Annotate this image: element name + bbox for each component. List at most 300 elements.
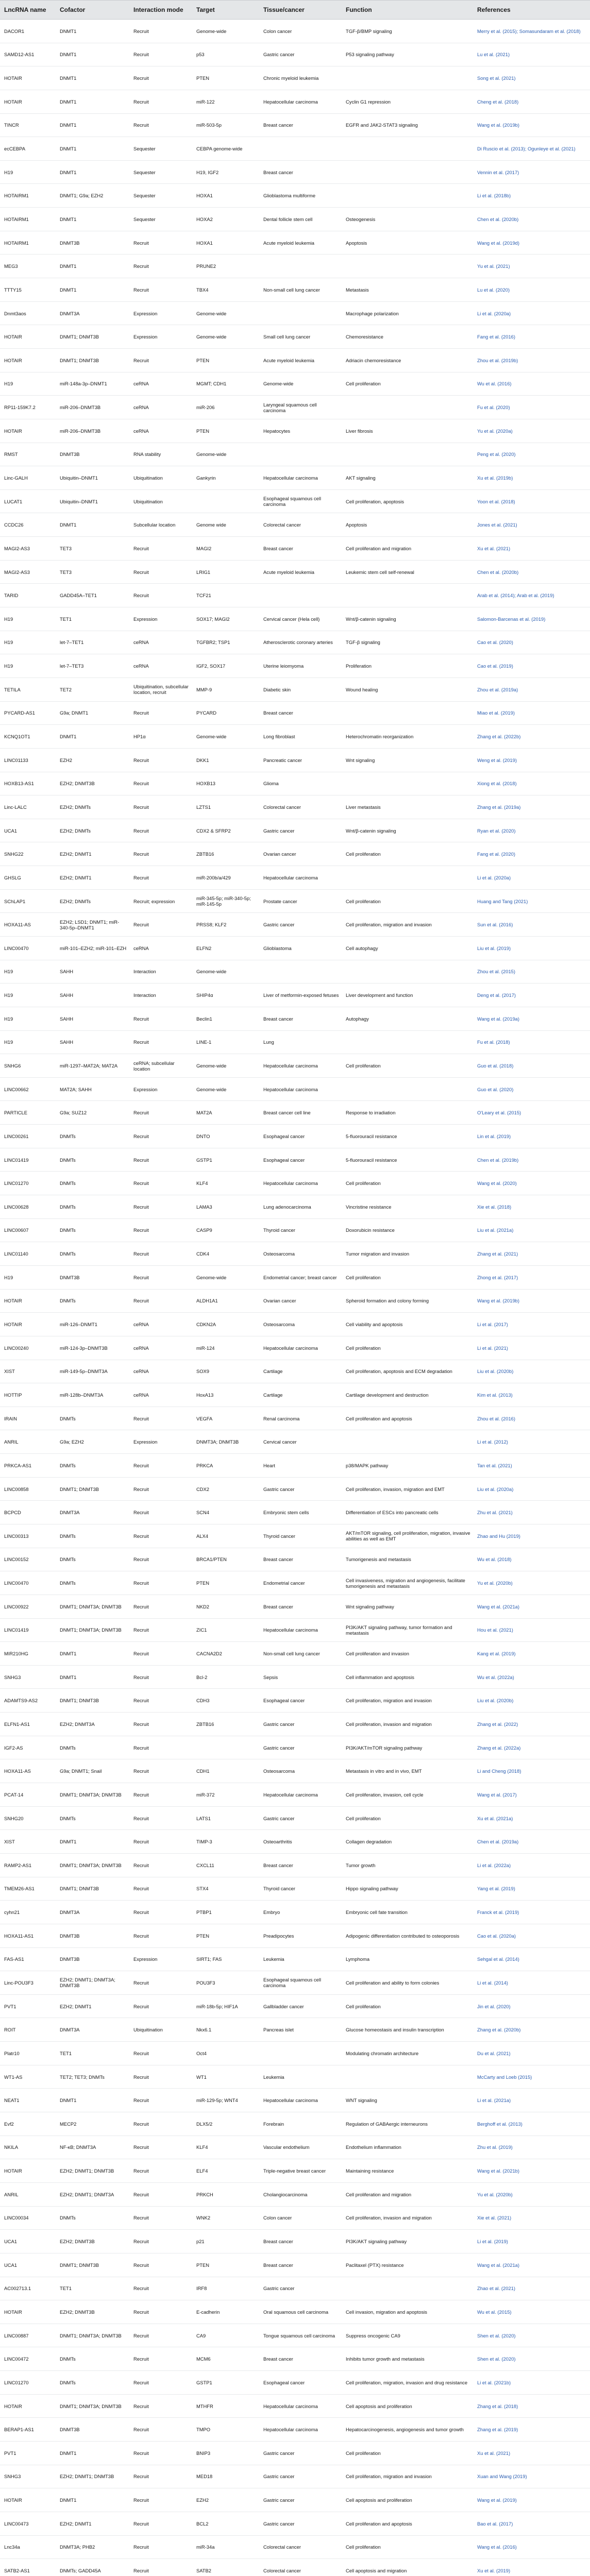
cell-lncrna-name: GHSLG — [0, 866, 56, 890]
cell-references[interactable]: Xuan and Wang (2019) — [473, 2465, 590, 2488]
cell-target: MAGI2 — [192, 537, 259, 561]
cell-interaction-mode: Recruit — [129, 1571, 192, 1595]
cell-references[interactable]: Yang et al. (2019) — [473, 1877, 590, 1901]
cell-references[interactable]: Zhang et al. (2022) — [473, 1713, 590, 1736]
cell-references[interactable]: Liu et al. (2020a) — [473, 1477, 590, 1501]
cell-references[interactable]: Li and Cheng (2018) — [473, 1759, 590, 1783]
cell-interaction-mode: Recruit — [129, 1148, 192, 1172]
cell-target: Genome-wide — [192, 325, 259, 349]
cell-interaction-mode: Recruit — [129, 2347, 192, 2371]
cell-references[interactable]: Bao et al. (2017) — [473, 2512, 590, 2535]
cell-references[interactable]: Tan et al. (2021) — [473, 1454, 590, 1478]
cell-function: Cell proliferation, invasion, migration and EMT — [342, 1477, 473, 1501]
cell-target: TBX4 — [192, 278, 259, 302]
cell-lncrna-name: SATB2-AS1 — [0, 2559, 56, 2576]
cell-interaction-mode: Ubiquitination — [129, 489, 192, 513]
cell-tissue-cancer: Hepatocellular carcinoma — [259, 90, 342, 113]
cell-function: p38/MAPK pathway — [342, 1454, 473, 1478]
cell-target: Genome-wide — [192, 725, 259, 749]
cell-cofactor: DNMT3B — [56, 2418, 129, 2442]
cell-interaction-mode: Expression — [129, 1947, 192, 1971]
cell-references[interactable]: Xie et al. (2021) — [473, 2206, 590, 2230]
cell-cofactor: EZH2; DNMT1; DNMT3B — [56, 2465, 129, 2488]
cell-tissue-cancer: Gastric cancer — [259, 2465, 342, 2488]
table-row — [0, 936, 590, 960]
cell-lncrna-name: HOXA11-AS — [0, 913, 56, 937]
cell-function — [342, 772, 473, 795]
cell-references[interactable]: Guo et al. (2018) — [473, 1054, 590, 1078]
cell-references[interactable]: Lu et al. (2021) — [473, 43, 590, 66]
cell-references[interactable]: Sun et al. (2016) — [473, 913, 590, 937]
cell-function: Cell autophagy — [342, 936, 473, 960]
cell-function: Cell proliferation and migration — [342, 537, 473, 561]
cell-cofactor: miR-101–EZH2; miR-101–EZH — [56, 936, 129, 960]
table-row — [0, 113, 590, 137]
cell-references[interactable]: Zhang et al. (2018) — [473, 2394, 590, 2418]
cell-lncrna-name: LINC00034 — [0, 2206, 56, 2230]
cell-cofactor: DNMT1 — [56, 2488, 129, 2512]
cell-tissue-cancer: Colon cancer — [259, 2206, 342, 2230]
cell-interaction-mode: Recruit — [129, 1454, 192, 1478]
cell-references[interactable]: Zhang et al. (2020b) — [473, 2018, 590, 2042]
table-row — [0, 1172, 590, 1195]
cell-references[interactable]: Li et al. (2019) — [473, 2230, 590, 2253]
cell-target: ELFN2 — [192, 936, 259, 960]
cell-target: CACNA2D2 — [192, 1642, 259, 1666]
cell-target: MMP-9 — [192, 677, 259, 701]
cell-function — [342, 1077, 473, 1101]
table-row — [0, 2394, 590, 2418]
cell-references[interactable]: Zhou et al. (2015) — [473, 960, 590, 984]
cell-target: H19, IGF2 — [192, 160, 259, 184]
cell-lncrna-name: TTTY15 — [0, 278, 56, 302]
cell-function: 5-fluorouracil resistance — [342, 1125, 473, 1148]
cell-references[interactable]: Li et al. (2014) — [473, 1971, 590, 1995]
cell-interaction-mode: ceRNA — [129, 372, 192, 396]
cell-references[interactable]: Fang et al. (2020) — [473, 842, 590, 866]
cell-cofactor: DNMT1; G9a; EZH2 — [56, 184, 129, 208]
cell-references[interactable]: Cheng et al. (2018) — [473, 90, 590, 113]
cell-references[interactable]: Lin et al. (2019) — [473, 1125, 590, 1148]
cell-cofactor: DNMTs — [56, 2347, 129, 2371]
cell-cofactor: DNMT1; DNMT3B — [56, 1877, 129, 1901]
cell-function: Lymphoma — [342, 1947, 473, 1971]
cell-references[interactable]: Li et al. (2018b) — [473, 184, 590, 208]
cell-target: Genome-wide — [192, 443, 259, 466]
cell-references[interactable]: Li et al. (2022a) — [473, 1853, 590, 1877]
cell-function: Apoptosis — [342, 513, 473, 537]
cell-lncrna-name: BERAP1-AS1 — [0, 2418, 56, 2442]
cell-target: p21 — [192, 2230, 259, 2253]
cell-references[interactable]: Zhu et al. (2021) — [473, 1501, 590, 1524]
cell-function: AKT signaling — [342, 466, 473, 490]
cell-interaction-mode: Recruit — [129, 795, 192, 819]
cell-target: DLX5/2 — [192, 2112, 259, 2136]
cell-function — [342, 866, 473, 890]
table-row — [0, 607, 590, 631]
cell-lncrna-name: HOTAIR — [0, 348, 56, 372]
cell-references[interactable]: Fu et al. (2018) — [473, 1030, 590, 1054]
cell-references[interactable]: Yu et al. (2021) — [473, 255, 590, 278]
cell-target: miR-124 — [192, 1336, 259, 1360]
table-row — [0, 1030, 590, 1054]
cell-tissue-cancer: Forebrain — [259, 2112, 342, 2136]
cell-interaction-mode: Recruit — [129, 560, 192, 584]
cell-interaction-mode: Recruit — [129, 842, 192, 866]
cell-target: miR-206 — [192, 396, 259, 419]
cell-lncrna-name: XIST — [0, 1830, 56, 1854]
cell-references[interactable]: McCarty and Loeb (2015) — [473, 2065, 590, 2089]
cell-lncrna-name: HOTAIR — [0, 2159, 56, 2183]
cell-function — [342, 1430, 473, 1454]
cell-lncrna-name: TINCR — [0, 113, 56, 137]
cell-cofactor: DNMT1 — [56, 208, 129, 231]
cell-interaction-mode: HP1α — [129, 725, 192, 749]
cell-references[interactable]: Lu et al. (2020) — [473, 278, 590, 302]
cell-function: TGF-β/BMP signaling — [342, 20, 473, 43]
cell-references[interactable]: Zhu et al. (2019) — [473, 2136, 590, 2159]
cell-references[interactable]: Zhang et al. (2021) — [473, 1242, 590, 1266]
cell-tissue-cancer: Cartilage — [259, 1360, 342, 1383]
cell-interaction-mode: Recruit — [129, 2230, 192, 2253]
table-row — [0, 701, 590, 725]
cell-lncrna-name: HOTAIRM1 — [0, 184, 56, 208]
cell-tissue-cancer: Hepatocellular carcinoma — [259, 1618, 342, 1642]
cell-function — [342, 2277, 473, 2300]
cell-references[interactable]: Xu et al. (2021) — [473, 537, 590, 561]
cell-tissue-cancer: Glioblastoma — [259, 936, 342, 960]
cell-cofactor: DNMT1; DNMT3A; DNMT3B — [56, 2394, 129, 2418]
cell-references[interactable]: Wang et al. (2020) — [473, 1172, 590, 1195]
cell-references[interactable]: Yu et al. (2020a) — [473, 419, 590, 443]
cell-cofactor: DNMTs — [56, 1548, 129, 1571]
cell-references[interactable]: Wu et al. (2022a) — [473, 1665, 590, 1689]
cell-references[interactable]: Yoon et al. (2018) — [473, 489, 590, 513]
cell-references[interactable]: Ryan et al. (2020) — [473, 819, 590, 842]
cell-lncrna-name: CCDC26 — [0, 513, 56, 537]
cell-target: PTEN — [192, 1571, 259, 1595]
cell-references[interactable]: Guo et al. (2020) — [473, 1077, 590, 1101]
cell-tissue-cancer: Hepatocellular carcinoma — [259, 2089, 342, 2112]
cell-cofactor: DNMT1 — [56, 66, 129, 90]
cell-lncrna-name: LINC00313 — [0, 1524, 56, 1548]
cell-references[interactable]: Liu et al. (2020b) — [473, 1360, 590, 1383]
cell-references[interactable]: Xiong et al. (2018) — [473, 772, 590, 795]
cell-tissue-cancer: Breast cancer — [259, 160, 342, 184]
cell-function: Cell invasiveness, migration and angiogenesis, facilitate tumorigenesis and metastasis — [342, 1571, 473, 1595]
cell-target: CDKN2A — [192, 1313, 259, 1336]
table-row — [0, 1853, 590, 1877]
cell-interaction-mode: Recruit — [129, 1195, 192, 1219]
cell-interaction-mode: Recruit — [129, 2559, 192, 2576]
cell-references[interactable]: Li et al. (2020a) — [473, 866, 590, 890]
table-row — [0, 2065, 590, 2089]
table-row — [0, 184, 590, 208]
cell-target: CDX2 & SFRP2 — [192, 819, 259, 842]
cell-references[interactable]: Wu et al. (2015) — [473, 2300, 590, 2324]
cell-interaction-mode: Recruit — [129, 819, 192, 842]
cell-references[interactable]: Wang et al. (2021a) — [473, 2253, 590, 2277]
cell-references[interactable]: Zhang et al. (2019) — [473, 2418, 590, 2442]
cell-function: Modulating chromatin architecture — [342, 2042, 473, 2065]
cell-references[interactable]: O'Leary et al. (2015) — [473, 1101, 590, 1125]
cell-lncrna-name: HOTAIR — [0, 2394, 56, 2418]
cell-references[interactable]: Zhang et al. (2022a) — [473, 1736, 590, 1759]
cell-references[interactable]: Zhao et al. (2021) — [473, 2277, 590, 2300]
cell-references[interactable]: Zhou et al. (2016) — [473, 1406, 590, 1430]
cell-lncrna-name: ELFN1-AS1 — [0, 1713, 56, 1736]
table-row — [0, 1548, 590, 1571]
cell-references[interactable]: Fang et al. (2016) — [473, 325, 590, 349]
column-header-lncrna-name: LncRNA name — [0, 1, 56, 20]
cell-target: GSTP1 — [192, 2371, 259, 2395]
cell-interaction-mode: ceRNA — [129, 1360, 192, 1383]
cell-target: SOX9 — [192, 1360, 259, 1383]
cell-tissue-cancer: Laryngeal squamous cell carcinoma — [259, 396, 342, 419]
table-row — [0, 396, 590, 419]
cell-references[interactable]: Liu et al. (2021a) — [473, 1218, 590, 1242]
table-row — [0, 1994, 590, 2018]
table-row — [0, 748, 590, 772]
cell-function: Cell proliferation, invasion and migration — [342, 2206, 473, 2230]
cell-cofactor: DNMTs — [56, 1172, 129, 1195]
cell-references[interactable]: Kang et al. (2019) — [473, 1642, 590, 1666]
cell-references[interactable]: Miao et al. (2019) — [473, 701, 590, 725]
cell-cofactor: TET2; TET3; DNMTs — [56, 2065, 129, 2089]
cell-function — [342, 160, 473, 184]
cell-cofactor: TET3 — [56, 537, 129, 561]
cell-references[interactable]: Wang et al. (2021b) — [473, 2159, 590, 2183]
cell-interaction-mode: Recruit — [129, 1713, 192, 1736]
cell-references[interactable]: Wang et al. (2021a) — [473, 1595, 590, 1618]
cell-references[interactable]: Sehgal et al. (2014) — [473, 1947, 590, 1971]
cell-cofactor: DNMT1; DNMT3B — [56, 325, 129, 349]
table-header — [0, 1, 590, 20]
cell-references[interactable]: Merry et al. (2015); Somasundaram et al. (2018) — [473, 20, 590, 43]
cell-interaction-mode: Recruit — [129, 1125, 192, 1148]
cell-target: CXCL11 — [192, 1853, 259, 1877]
cell-references[interactable]: Song et al. (2021) — [473, 66, 590, 90]
cell-references[interactable]: Yu et al. (2020b) — [473, 2182, 590, 2206]
table-row — [0, 208, 590, 231]
cell-cofactor: EZH2; DNMT3B — [56, 772, 129, 795]
cell-target: HOXA2 — [192, 208, 259, 231]
cell-lncrna-name: RAMP2-AS1 — [0, 1853, 56, 1877]
cell-interaction-mode: Recruit — [129, 1289, 192, 1313]
cell-target: LAMA3 — [192, 1195, 259, 1219]
cell-cofactor: DNMT3A — [56, 301, 129, 325]
cell-references[interactable]: Li et al. (2021a) — [473, 2089, 590, 2112]
cell-references[interactable]: Li et al. (2021) — [473, 1336, 590, 1360]
cell-tissue-cancer: Colorectal cancer — [259, 2535, 342, 2559]
cell-cofactor: DNMTs — [56, 1195, 129, 1219]
cell-cofactor: DNMTs — [56, 1571, 129, 1595]
cell-target: ZBTB16 — [192, 1713, 259, 1736]
cell-references[interactable]: Wang et al. (2019b) — [473, 113, 590, 137]
cell-target: miR-129-5p; WNT4 — [192, 2089, 259, 2112]
cell-references[interactable]: Cao et al. (2020) — [473, 631, 590, 654]
cell-references[interactable]: Li et al. (2017) — [473, 1313, 590, 1336]
cell-references[interactable]: Huang and Tang (2021) — [473, 889, 590, 913]
table-row — [0, 2277, 590, 2300]
cell-function: Cell proliferation — [342, 2441, 473, 2465]
cell-references[interactable]: Shen et al. (2020) — [473, 2347, 590, 2371]
cell-target: WNK2 — [192, 2206, 259, 2230]
cell-tissue-cancer: Lung adenocarcinoma — [259, 1195, 342, 1219]
cell-target: SATB2 — [192, 2559, 259, 2576]
cell-references[interactable]: Zhong et al. (2017) — [473, 1265, 590, 1289]
cell-tissue-cancer: Endometrial cancer; breast cancer — [259, 1265, 342, 1289]
cell-target: LRIG1 — [192, 560, 259, 584]
cell-tissue-cancer: Pancreatic cancer — [259, 748, 342, 772]
cell-cofactor: DNMT1 — [56, 137, 129, 161]
table-row — [0, 1642, 590, 1666]
table-row — [0, 1454, 590, 1478]
cell-references[interactable]: Zhang et al. (2019a) — [473, 795, 590, 819]
table-row — [0, 866, 590, 890]
cell-references[interactable]: Berghoff et al. (2013) — [473, 2112, 590, 2136]
cell-references[interactable]: Zhou et al. (2019b) — [473, 348, 590, 372]
cell-references[interactable]: Peng et al. (2020) — [473, 443, 590, 466]
cell-references[interactable]: Jin et al. (2020) — [473, 1994, 590, 2018]
cell-tissue-cancer: Gastric cancer — [259, 2488, 342, 2512]
cell-tissue-cancer: Glioblastoma multiforme — [259, 184, 342, 208]
cell-interaction-mode: Recruit — [129, 1971, 192, 1995]
cell-references[interactable]: Yu et al. (2020b) — [473, 1571, 590, 1595]
cell-function: P53 signaling pathway — [342, 43, 473, 66]
cell-cofactor: EZH2; LSD1; DNMT1; miR-340-5p–DNMT1 — [56, 913, 129, 937]
cell-interaction-mode: Recruit — [129, 1218, 192, 1242]
cell-interaction-mode: Recruit — [129, 1242, 192, 1266]
cell-references[interactable]: Weng et al. (2019) — [473, 748, 590, 772]
cell-interaction-mode: ceRNA — [129, 1383, 192, 1407]
cell-cofactor: DNMT1 — [56, 160, 129, 184]
cell-references[interactable]: Xu et al. (2021) — [473, 2441, 590, 2465]
cell-references[interactable]: Xu et al. (2019b) — [473, 466, 590, 490]
cell-references[interactable]: Wu et al. (2018) — [473, 1548, 590, 1571]
cell-function: Cell proliferation — [342, 372, 473, 396]
cell-references[interactable]: Li et al. (2021b) — [473, 2371, 590, 2395]
cell-references[interactable]: Deng et al. (2017) — [473, 984, 590, 1007]
cell-references[interactable]: Di Ruscio et al. (2013); Ogunleye et al. (2021) — [473, 137, 590, 161]
cell-function: Wnt signaling — [342, 748, 473, 772]
table-row — [0, 2512, 590, 2535]
cell-target: Bcl-2 — [192, 1665, 259, 1689]
cell-target: ALX4 — [192, 1524, 259, 1548]
cell-interaction-mode: Recruit — [129, 1994, 192, 2018]
cell-references[interactable]: Li et al. (2020a) — [473, 301, 590, 325]
cell-lncrna-name: H19 — [0, 984, 56, 1007]
cell-references[interactable]: Li et al. (2012) — [473, 1430, 590, 1454]
cell-interaction-mode: Sequester — [129, 160, 192, 184]
cell-references[interactable]: Cao et al. (2020a) — [473, 1924, 590, 1947]
cell-cofactor: DNMT1 — [56, 113, 129, 137]
cell-lncrna-name: HOTAIR — [0, 66, 56, 90]
cell-references[interactable]: Xu et al. (2021a) — [473, 1806, 590, 1830]
cell-references[interactable]: Wang et al. (2019b) — [473, 1289, 590, 1313]
cell-references[interactable]: Wang et al. (2019) — [473, 2488, 590, 2512]
cell-references[interactable]: Salomon-Barcenas et al. (2019) — [473, 607, 590, 631]
cell-references[interactable]: Franck et al. (2019) — [473, 1901, 590, 1924]
cell-target: miR-34a — [192, 2535, 259, 2559]
cell-lncrna-name: NKILA — [0, 2136, 56, 2159]
cell-lncrna-name: DACOR1 — [0, 20, 56, 43]
cell-references[interactable]: Xu et al. (2019) — [473, 2559, 590, 2576]
cell-interaction-mode: Recruit — [129, 1924, 192, 1947]
cell-references[interactable]: Liu et al. (2019) — [473, 936, 590, 960]
cell-references[interactable]: Wang et al. (2016) — [473, 2535, 590, 2559]
table-row — [0, 677, 590, 701]
table-row — [0, 513, 590, 537]
cell-function: Tumorigenesis and metastasis — [342, 1548, 473, 1571]
cell-references[interactable]: Vennin et al. (2017) — [473, 160, 590, 184]
cell-references[interactable]: Shen et al. (2020) — [473, 2324, 590, 2347]
cell-references[interactable]: Cao et al. (2019) — [473, 654, 590, 678]
table-row — [0, 1806, 590, 1830]
cell-references[interactable]: Liu et al. (2020b) — [473, 1689, 590, 1713]
cell-references[interactable]: Kim et al. (2013) — [473, 1383, 590, 1407]
cell-function: Macrophage polarization — [342, 301, 473, 325]
cell-function — [342, 701, 473, 725]
cell-references[interactable]: Zhao and Hu (2019) — [473, 1524, 590, 1548]
cell-target: E-cadherin — [192, 2300, 259, 2324]
cell-references[interactable]: Chen et al. (2020b) — [473, 560, 590, 584]
cell-cofactor: DNMT1 — [56, 255, 129, 278]
cell-function: Liver development and function — [342, 984, 473, 1007]
cell-interaction-mode: Recruit — [129, 748, 192, 772]
cell-references[interactable]: Wang et al. (2019a) — [473, 1007, 590, 1030]
cell-cofactor: DNMT1 — [56, 513, 129, 537]
cell-references[interactable]: Chen et al. (2019b) — [473, 1148, 590, 1172]
cell-target: VEGFA — [192, 1406, 259, 1430]
cell-tissue-cancer — [259, 137, 342, 161]
cell-references[interactable]: Wang et al. (2017) — [473, 1783, 590, 1807]
table-row — [0, 137, 590, 161]
cell-interaction-mode: Recruit — [129, 1265, 192, 1289]
cell-target: Oct4 — [192, 2042, 259, 2065]
cell-references[interactable]: Chen et al. (2020b) — [473, 208, 590, 231]
cell-references[interactable]: Zhang et al. (2022b) — [473, 725, 590, 749]
cell-tissue-cancer: Osteosarcoma — [259, 1242, 342, 1266]
cell-tissue-cancer — [259, 301, 342, 325]
cell-interaction-mode: Recruit — [129, 1806, 192, 1830]
cell-cofactor: DNMT3A — [56, 2018, 129, 2042]
cell-references[interactable]: Du et al. (2021) — [473, 2042, 590, 2065]
cell-tissue-cancer: Long fibroblast — [259, 725, 342, 749]
cell-cofactor: TET2 — [56, 677, 129, 701]
cell-lncrna-name: Evf2 — [0, 2112, 56, 2136]
cell-target: Genome wide — [192, 513, 259, 537]
cell-interaction-mode: Recruit — [129, 1853, 192, 1877]
cell-function: Inhibits tumor growth and metastasis — [342, 2347, 473, 2371]
cell-references[interactable]: Hou et al. (2021) — [473, 1618, 590, 1642]
cell-references[interactable]: Chen et al. (2019a) — [473, 1830, 590, 1854]
cell-references[interactable]: Xie et al. (2018) — [473, 1195, 590, 1219]
cell-references[interactable]: Jones et al. (2021) — [473, 513, 590, 537]
cell-references[interactable]: Wu et al. (2016) — [473, 372, 590, 396]
cell-references[interactable]: Arab et al. (2014); Arab et al. (2019) — [473, 584, 590, 607]
cell-tissue-cancer: Gastric cancer — [259, 2512, 342, 2535]
cell-function: WNT signaling — [342, 2089, 473, 2112]
cell-cofactor: EZH2; DNMTs — [56, 795, 129, 819]
cell-references[interactable]: Zhou et al. (2019a) — [473, 677, 590, 701]
cell-interaction-mode: Ubiquitination — [129, 466, 192, 490]
cell-lncrna-name: H19 — [0, 654, 56, 678]
cell-cofactor: MAT2A; SAHH — [56, 1077, 129, 1101]
cell-references[interactable]: Fu et al. (2020) — [473, 396, 590, 419]
cell-references[interactable]: Wang et al. (2019d) — [473, 231, 590, 255]
cell-target: PTBP1 — [192, 1901, 259, 1924]
